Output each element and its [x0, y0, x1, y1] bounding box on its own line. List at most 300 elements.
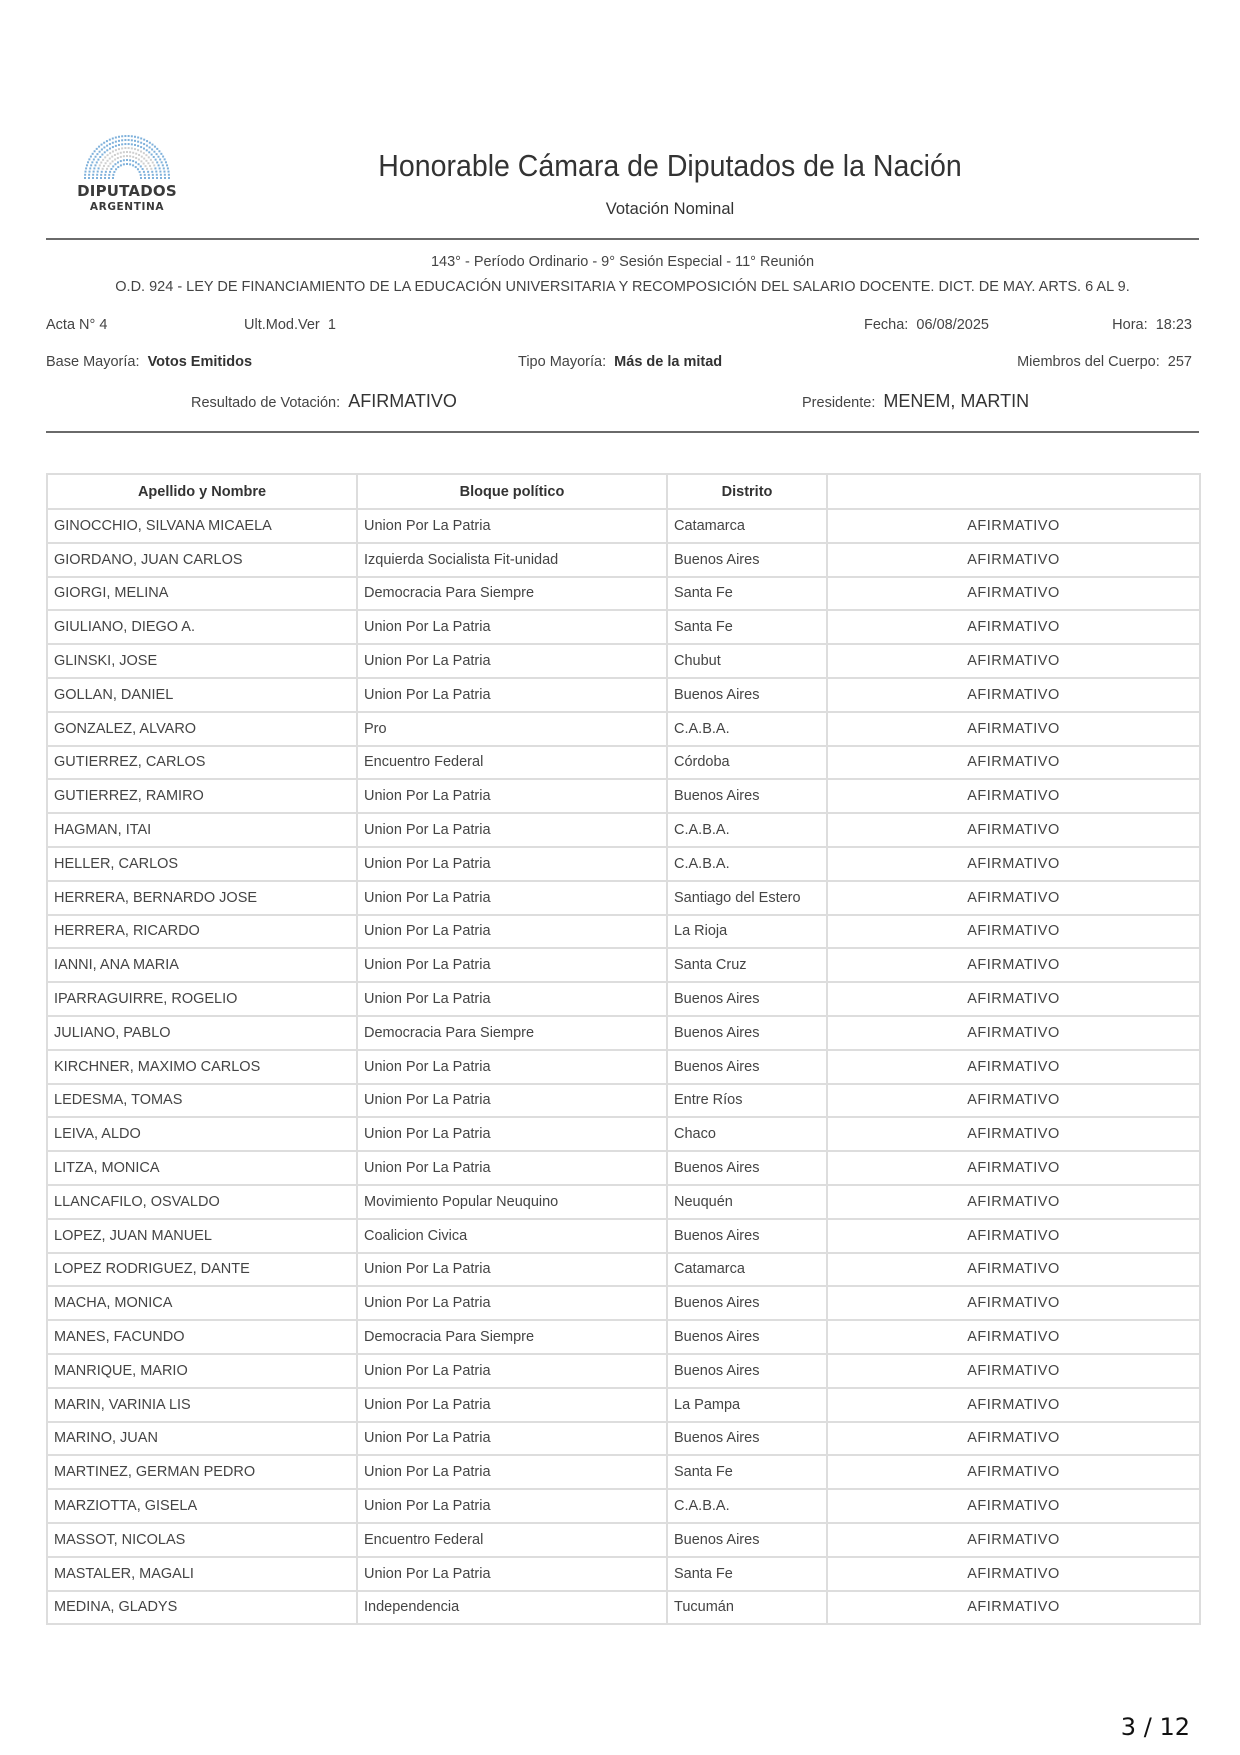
table-row: [47, 644, 1200, 678]
hemicycle-seat: [157, 156, 159, 158]
hemicycle-seat: [160, 177, 162, 179]
presidente-value: MENEM, MARTIN: [883, 391, 1030, 411]
hemicycle-seat: [101, 148, 103, 150]
hemicycle-seat: [103, 142, 105, 144]
cell-name: MASSOT, NICOLAS: [47, 1523, 357, 1557]
hemicycle-seat: [104, 177, 106, 179]
cell-vote: AFIRMATIVO: [827, 813, 1200, 847]
hemicycle-seat: [105, 171, 107, 173]
cell-name: MACHA, MONICA: [47, 1286, 357, 1320]
hemicycle-seat: [138, 158, 140, 160]
hemicycle-seat: [106, 140, 108, 142]
hemicycle-seat: [99, 156, 101, 158]
table-row: [47, 1591, 1200, 1625]
hemicycle-seat: [91, 161, 93, 163]
hemicycle-seat: [100, 177, 102, 179]
cell-bloque: Izquierda Socialista Fit-unidad: [357, 543, 667, 577]
table-row: [47, 1388, 1200, 1422]
hemicycle-seat: [105, 162, 107, 164]
cell-name: GIORDANO, JUAN CARLOS: [47, 543, 357, 577]
ult-mod-value: 1: [327, 317, 336, 333]
hemicycle-seat: [129, 159, 131, 161]
hemicycle-seat: [131, 135, 133, 137]
hemicycle-seat: [151, 154, 153, 156]
table-row: [47, 1219, 1200, 1253]
hemicycle-seat: [143, 171, 145, 173]
hemicycle-seat: [156, 177, 158, 179]
cell-vote: AFIRMATIVO: [827, 1253, 1200, 1287]
cell-name: GIULIANO, DIEGO A.: [47, 610, 357, 644]
cell-vote: AFIRMATIVO: [827, 847, 1200, 881]
hemicycle-seat: [100, 162, 102, 164]
table-row: [47, 1016, 1200, 1050]
cell-vote: AFIRMATIVO: [827, 982, 1200, 1016]
diputados-logo: [62, 132, 192, 212]
cell-bloque: Coalicion Civica: [357, 1219, 667, 1253]
hemicycle-seat: [132, 160, 134, 162]
table-header-row: [47, 474, 1200, 509]
hemicycle-seat: [88, 177, 90, 179]
hemicycle-seat: [134, 144, 136, 146]
cell-vote: AFIRMATIVO: [827, 1185, 1200, 1219]
hemicycle-seat: [140, 142, 142, 144]
hemicycle-seat: [94, 164, 96, 166]
cell-name: MANES, FACUNDO: [47, 1320, 357, 1354]
hemicycle-seat: [88, 158, 90, 160]
hemicycle-seat: [123, 163, 125, 165]
hemicycle-seat: [143, 163, 145, 165]
hemicycle-seat: [85, 167, 87, 169]
cell-bloque: Union Por La Patria: [357, 678, 667, 712]
miembros-value: 257: [1167, 354, 1192, 370]
ult-mod-ver: [244, 317, 336, 333]
tipo-mayoria-label: Tipo Mayoría:: [518, 354, 607, 370]
cell-distrito: C.A.B.A.: [667, 847, 827, 881]
hemicycle-seat: [101, 144, 103, 146]
cell-distrito: Buenos Aires: [667, 543, 827, 577]
hemicycle-seat: [135, 157, 137, 159]
table-row: [47, 1422, 1200, 1456]
hemicycle-seat: [115, 145, 117, 147]
votes-table: [46, 473, 1201, 1625]
acta-number: Acta N° 4: [46, 317, 108, 333]
hemicycle-seat: [149, 165, 151, 167]
table-row: [47, 1185, 1200, 1219]
cell-name: GOLLAN, DANIEL: [47, 678, 357, 712]
cell-name: LLANCAFILO, OSVALDO: [47, 1185, 357, 1219]
hemicycle-seat: [109, 163, 111, 165]
hemicycle-icon: [80, 132, 174, 180]
hemicycle-seat: [129, 163, 131, 165]
hemicycle-seat: [123, 155, 125, 157]
cell-vote: AFIRMATIVO: [827, 1523, 1200, 1557]
hemicycle-seat: [137, 137, 139, 139]
hemicycle-seat: [168, 174, 170, 176]
cell-distrito: Buenos Aires: [667, 1320, 827, 1354]
hemicycle-seat: [120, 160, 122, 162]
hemicycle-seat: [103, 146, 105, 148]
resultado-votacion: [191, 391, 457, 412]
hemicycle-seat: [143, 152, 145, 154]
cell-distrito: Santa Fe: [667, 1455, 827, 1489]
hemicycle-seat: [129, 151, 131, 153]
hemicycle-seat: [132, 152, 134, 154]
cell-bloque: Independencia: [357, 1591, 667, 1625]
hemicycle-seat: [90, 156, 92, 158]
hemicycle-seat: [126, 163, 128, 165]
hemicycle-seat: [160, 174, 162, 176]
hemicycle-seat: [137, 149, 139, 151]
cell-distrito: Chubut: [667, 644, 827, 678]
cell-bloque: Union Por La Patria: [357, 948, 667, 982]
cell-vote: AFIRMATIVO: [827, 1557, 1200, 1591]
hemicycle-seat: [102, 168, 104, 170]
cell-vote: AFIRMATIVO: [827, 1489, 1200, 1523]
hemicycle-seat: [140, 165, 142, 167]
hemicycle-seat: [109, 139, 111, 141]
hemicycle-seat: [94, 150, 96, 152]
cell-vote: AFIRMATIVO: [827, 1151, 1200, 1185]
hemicycle-seat: [143, 139, 145, 141]
hemicycle-seat: [156, 161, 158, 163]
table-row: [47, 1523, 1200, 1557]
hemicycle-seat: [111, 156, 113, 158]
cell-name: IANNI, ANA MARIA: [47, 948, 357, 982]
hemicycle-seat: [156, 153, 158, 155]
cell-bloque: Union Por La Patria: [357, 1151, 667, 1185]
hemicycle-seat: [115, 137, 117, 139]
hemicycle-seat: [109, 158, 111, 160]
hemicycle-seat: [132, 156, 134, 158]
hemicycle-seat: [135, 161, 137, 163]
hora: [1112, 317, 1192, 333]
table-row: [47, 1253, 1200, 1287]
cell-distrito: Buenos Aires: [667, 1050, 827, 1084]
hemicycle-seat: [163, 171, 165, 173]
cell-distrito: La Pampa: [667, 1388, 827, 1422]
hemicycle-seat: [164, 174, 166, 176]
hemicycle-seat: [93, 167, 95, 169]
cell-vote: AFIRMATIVO: [827, 577, 1200, 611]
hemicycle-seat: [152, 162, 154, 164]
hemicycle-seat: [159, 171, 161, 173]
page-separator: /: [1143, 1713, 1152, 1741]
hemicycle-seat: [110, 168, 112, 170]
hemicycle-seat: [131, 139, 133, 141]
hemicycle-seat: [124, 139, 126, 141]
table-row: [47, 1084, 1200, 1118]
hemicycle-seat: [138, 163, 140, 165]
hemicycle-seat: [134, 140, 136, 142]
cell-name: GONZALEZ, ALVARO: [47, 712, 357, 746]
tipo-mayoria-value: Más de la mitad: [614, 354, 723, 370]
cell-distrito: Santa Fe: [667, 610, 827, 644]
hemicycle-seat: [162, 164, 164, 166]
hemicycle-seat: [137, 145, 139, 147]
table-row: [47, 509, 1200, 543]
cell-distrito: C.A.B.A.: [667, 813, 827, 847]
table-row: [47, 779, 1200, 813]
cell-bloque: Union Por La Patria: [357, 1354, 667, 1388]
hemicycle-seat: [95, 156, 97, 158]
hemicycle-seat: [152, 177, 154, 179]
hemicycle-seat: [140, 150, 142, 152]
hemicycle-seat: [137, 168, 139, 170]
cell-vote: AFIRMATIVO: [827, 1320, 1200, 1354]
hemicycle-seat: [165, 161, 167, 163]
cell-name: MANRIQUE, MARIO: [47, 1354, 357, 1388]
hemicycle-seat: [159, 158, 161, 160]
hemicycle-seat: [120, 152, 122, 154]
cell-bloque: Union Por La Patria: [357, 915, 667, 949]
hemicycle-seat: [134, 148, 136, 150]
hemicycle-seat: [128, 143, 130, 145]
cell-bloque: Pro: [357, 712, 667, 746]
hemicycle-seat: [154, 146, 156, 148]
cell-bloque: Democracia Para Siempre: [357, 1320, 667, 1354]
cell-distrito: Neuquén: [667, 1185, 827, 1219]
hemicycle-seat: [159, 167, 161, 169]
cell-distrito: Buenos Aires: [667, 1354, 827, 1388]
hemicycle-seat: [124, 147, 126, 149]
cell-bloque: Democracia Para Siempre: [357, 577, 667, 611]
page-number: [1121, 1713, 1190, 1741]
table-row: [47, 1117, 1200, 1151]
hemicycle-seat: [167, 167, 169, 169]
hemicycle-seat: [87, 161, 89, 163]
cell-vote: AFIRMATIVO: [827, 881, 1200, 915]
hemicycle-seat: [98, 167, 100, 169]
hemicycle-seat: [142, 168, 144, 170]
cell-distrito: Tucumán: [667, 1591, 827, 1625]
cell-bloque: Union Por La Patria: [357, 1117, 667, 1151]
cell-bloque: Movimiento Popular Neuquino: [357, 1185, 667, 1219]
hemicycle-seat: [146, 140, 148, 142]
hemicycle-seat: [118, 140, 120, 142]
hemicycle-seat: [99, 151, 101, 153]
cell-vote: AFIRMATIVO: [827, 1422, 1200, 1456]
hemicycle-seat: [153, 151, 155, 153]
presidente: [802, 391, 1029, 412]
miembros-label: Miembros del Cuerpo:: [1017, 354, 1160, 370]
hemicycle-seat: [93, 158, 95, 160]
hemicycle-seat: [117, 157, 119, 159]
cell-name: MARIN, VARINIA LIS: [47, 1388, 357, 1422]
fecha: [864, 317, 989, 333]
table-row: [47, 948, 1200, 982]
hemicycle-seat: [128, 139, 130, 141]
cell-bloque: Union Por La Patria: [357, 610, 667, 644]
hemicycle-seat: [112, 160, 114, 162]
cell-name: LOPEZ RODRIGUEZ, DANTE: [47, 1253, 357, 1287]
hemicycle-seat: [155, 171, 157, 173]
hemicycle-seat: [114, 158, 116, 160]
hemicycle-seat: [153, 164, 155, 166]
hemicycle-seat: [99, 164, 101, 166]
hemicycle-seat: [108, 177, 110, 179]
hemicycle-seat: [126, 155, 128, 157]
cell-distrito: Catamarca: [667, 1253, 827, 1287]
hemicycle-seat: [92, 177, 94, 179]
hemicycle-seat: [148, 156, 150, 158]
base-mayoria: [46, 354, 252, 370]
hemicycle-seat: [108, 174, 110, 176]
cell-vote: AFIRMATIVO: [827, 1591, 1200, 1625]
cell-name: LITZA, MONICA: [47, 1151, 357, 1185]
cell-vote: AFIRMATIVO: [827, 1354, 1200, 1388]
cell-bloque: Union Por La Patria: [357, 847, 667, 881]
hemicycle-seat: [132, 164, 134, 166]
hemicycle-seat: [107, 160, 109, 162]
column-header-name: Apellido y Nombre: [47, 474, 357, 509]
hemicycle-seat: [96, 153, 98, 155]
table-row: [47, 678, 1200, 712]
cell-name: MEDINA, GLADYS: [47, 1591, 357, 1625]
hemicycle-seat: [146, 149, 148, 151]
hemicycle-seat: [117, 161, 119, 163]
table-row: [47, 746, 1200, 780]
hemicycle-seat: [104, 174, 106, 176]
hemicycle-seat: [158, 164, 160, 166]
cell-name: KIRCHNER, MAXIMO CARLOS: [47, 1050, 357, 1084]
hemicycle-seat: [118, 136, 120, 138]
cell-name: MASTALER, MAGALI: [47, 1557, 357, 1591]
cell-bloque: Union Por La Patria: [357, 1489, 667, 1523]
table-row: [47, 1557, 1200, 1591]
hemicycle-seat: [92, 174, 94, 176]
cell-vote: AFIRMATIVO: [827, 1084, 1200, 1118]
hemicycle-seat: [143, 143, 145, 145]
page-current: 3: [1120, 1713, 1137, 1741]
hemicycle-seat: [151, 171, 153, 173]
hemicycle-seat: [103, 165, 105, 167]
hemicycle-seat: [96, 177, 98, 179]
hemicycle-seat: [149, 146, 151, 148]
hemicycle-seat: [128, 147, 130, 149]
cell-bloque: Union Por La Patria: [357, 1084, 667, 1118]
cell-vote: AFIRMATIVO: [827, 1117, 1200, 1151]
cell-bloque: Union Por La Patria: [357, 1050, 667, 1084]
hemicycle-seat: [101, 171, 103, 173]
cell-vote: AFIRMATIVO: [827, 509, 1200, 543]
table-row: [47, 1286, 1200, 1320]
cell-vote: AFIRMATIVO: [827, 678, 1200, 712]
hemicycle-seat: [96, 174, 98, 176]
cell-bloque: Union Por La Patria: [357, 1388, 667, 1422]
hemicycle-seat: [150, 159, 152, 161]
cell-name: GIORGI, MELINA: [47, 577, 357, 611]
hemicycle-seat: [161, 161, 163, 163]
cell-distrito: Buenos Aires: [667, 1422, 827, 1456]
cell-distrito: Buenos Aires: [667, 1286, 827, 1320]
table-row: [47, 1050, 1200, 1084]
hemicycle-seat: [121, 143, 123, 145]
presidente-label: Presidente:: [802, 395, 876, 411]
hemicycle-seat: [102, 159, 104, 161]
cell-bloque: Union Por La Patria: [357, 1286, 667, 1320]
cell-vote: AFIRMATIVO: [827, 1016, 1200, 1050]
hemicycle-seat: [153, 156, 155, 158]
hemicycle-seat: [93, 171, 95, 173]
cell-bloque: Democracia Para Siempre: [357, 1016, 667, 1050]
base-mayoria-value: Votos Emitidos: [147, 354, 253, 370]
hemicycle-seat: [104, 156, 106, 158]
hemicycle-seat: [151, 148, 153, 150]
hemicycle-seat: [145, 165, 147, 167]
table-row: [47, 1151, 1200, 1185]
table-row: [47, 1455, 1200, 1489]
hemicycle-seat: [109, 148, 111, 150]
hemicycle-seat: [140, 174, 142, 176]
cell-vote: AFIRMATIVO: [827, 746, 1200, 780]
hemicycle-seat: [148, 174, 150, 176]
hemicycle-seat: [143, 158, 145, 160]
cell-name: HAGMAN, ITAI: [47, 813, 357, 847]
cell-distrito: Buenos Aires: [667, 779, 827, 813]
cell-name: GLINSKI, JOSE: [47, 644, 357, 678]
cell-distrito: Buenos Aires: [667, 1219, 827, 1253]
hemicycle-seat: [107, 165, 109, 167]
miembros-del-cuerpo: [1017, 354, 1192, 370]
cell-name: LEIVA, ALDO: [47, 1117, 357, 1151]
hemicycle-seat: [112, 165, 114, 167]
cell-name: MARINO, JUAN: [47, 1422, 357, 1456]
cell-name: MARTINEZ, GERMAN PEDRO: [47, 1455, 357, 1489]
hora-value: 18:23: [1155, 317, 1192, 333]
hemicycle-seat: [120, 164, 122, 166]
hemicycle-seat: [114, 154, 116, 156]
hemicycle-seat: [151, 144, 153, 146]
cell-distrito: Buenos Aires: [667, 1016, 827, 1050]
hemicycle-seat: [140, 177, 142, 179]
hemicycle-seat: [88, 174, 90, 176]
cell-vote: AFIRMATIVO: [827, 1388, 1200, 1422]
header-divider: [46, 238, 1199, 240]
hemicycle-seat: [145, 154, 147, 156]
cell-bloque: Union Por La Patria: [357, 813, 667, 847]
cell-name: MARZIOTTA, GISELA: [47, 1489, 357, 1523]
page-total: 12: [1159, 1713, 1190, 1741]
table-row: [47, 1489, 1200, 1523]
cell-vote: AFIRMATIVO: [827, 1050, 1200, 1084]
hemicycle-seat: [97, 171, 99, 173]
table-row: [47, 982, 1200, 1016]
cell-distrito: Buenos Aires: [667, 678, 827, 712]
hemicycle-seat: [146, 145, 148, 147]
hemicycle-seat: [128, 135, 130, 137]
cell-bloque: Union Por La Patria: [357, 1422, 667, 1456]
cell-distrito: Buenos Aires: [667, 1523, 827, 1557]
hemicycle-seat: [137, 141, 139, 143]
hemicycle-seat: [144, 177, 146, 179]
cell-name: HERRERA, RICARDO: [47, 915, 357, 949]
cell-vote: AFIRMATIVO: [827, 712, 1200, 746]
hemicycle-seat: [146, 168, 148, 170]
table-row: [47, 813, 1200, 847]
hemicycle-seat: [112, 146, 114, 148]
table-row: [47, 1354, 1200, 1388]
hemicycle-seat: [109, 143, 111, 145]
cell-distrito: Chaco: [667, 1117, 827, 1151]
table-row: [47, 915, 1200, 949]
hemicycle-seat: [164, 177, 166, 179]
cell-distrito: Santa Fe: [667, 1557, 827, 1591]
cell-name: IPARRAGUIRRE, ROGELIO: [47, 982, 357, 1016]
hemicycle-seat: [124, 135, 126, 137]
hemicycle-seat: [120, 156, 122, 158]
hemicycle-seat: [168, 177, 170, 179]
hemicycle-seat: [141, 156, 143, 158]
